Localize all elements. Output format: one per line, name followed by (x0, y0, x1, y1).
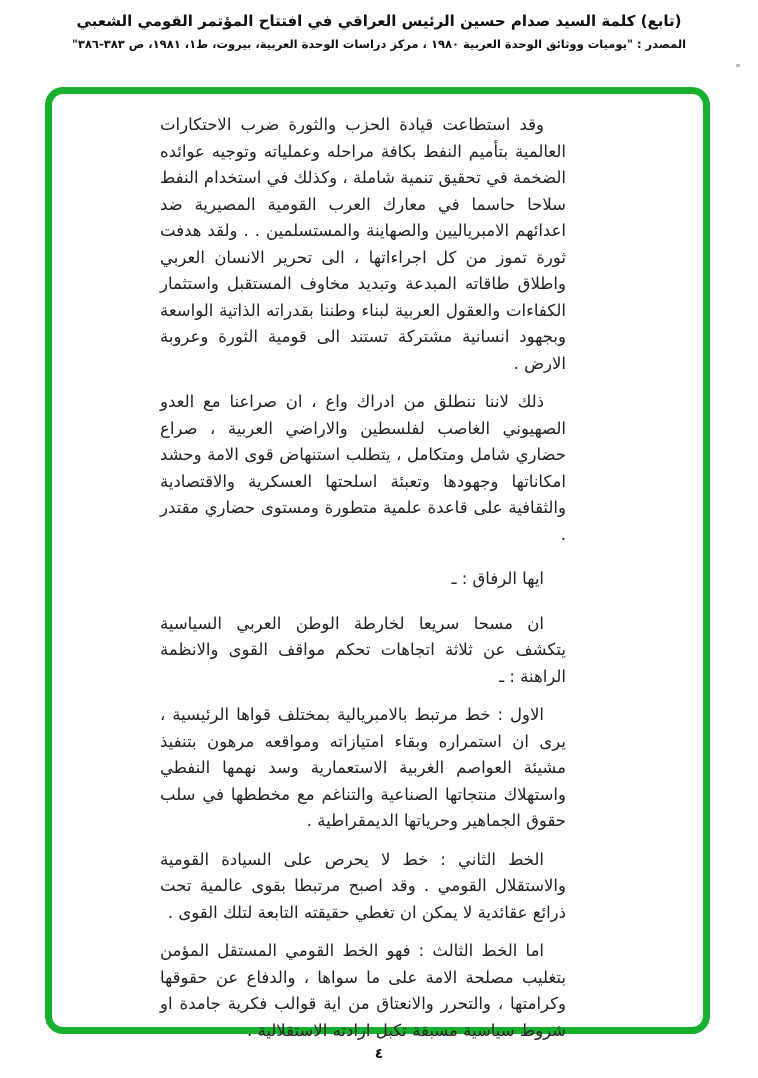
page-title: (تابع) كلمة السيد صدام حسين الرئيس العراقي في افتتاح المؤتمر القومي الشعبي (76, 12, 682, 30)
paragraph-zionist-struggle: ذلك لاننا ننطلق من ادراك واع ، ان صراعنا مع العدو الصهيوني الغاصب لفلسطين والاراضي العربية ، صراع حضاري شامل ومتكامل ، يتطلب استنهاض قوى الامة وحشد امكاناتها وجهودها وتعبئة اسلحتها العسكرية والاقتصادية والثقافية على قاعدة علمية متطورة ومستوى حضاري مقتدر . (160, 392, 566, 544)
salutation-comrades: ايها الرفاق : ـ (451, 569, 544, 588)
paragraph-third-line-independent: اما الخط الثالث : فهو الخط القومي المستقل المؤمن بتغليب مصلحة الامة على ما سواها ، والدفاع عن حقوقها وكرامتها ، والتحرر والانعتاق من اية قوالب فكرية جامدة او شروط سياسية مسبقة تكبل ارادته الاستقلالية . (160, 941, 566, 1040)
document-body (160, 112, 566, 1056)
source-line: المصدر : "يوميات ووثائق الوحدة العربية ١٩٨٠ ، مركز دراسات الوحدة العربية، بيروت، ط١، ١٩٨١، ص ٣٨٣-٣٨٦" (71, 37, 687, 51)
paragraph-three-trends-intro: ان مسحا سريعا لخارطة الوطن العربي السياسية يتكشف عن ثلاثة اتجاهات تحكم مواقف القوى والانظمة الراهنة : ـ (160, 613, 566, 686)
paragraph-second-line-dependency: الخط الثاني : خط لا يحرص على السيادة القومية والاستقلال القومي . وقد اصبح مرتبطا بقوى عالمية تحت ذرائع عقائدية لا يمكن ان تغطي حقيقته التابعة لتلك القوى . (160, 849, 566, 922)
page-header (0, 12, 758, 51)
paragraph-oil-nationalization: وقد استطاعت قيادة الحزب والثورة ضرب الاحتكارات العالمية بتأميم النفط بكافة مراحله وعملياته وتوجيه عوائده الضخمة في تحقيق تنمية شاملة ، وكذلك في استخدام النفط سلاحا حاسما في معارك العرب القومية المصيرية ضد اعدائهم الامبرياليين والصهاينة والمستسلمين . . ولقد هدفت ثورة تموز من كل اجراءاتها ، الى تحرير الانسان العربي واطلاق طاقاته المبدعة وتبديد مخاوف المستقبل واستثمار الكفاءات والعقول العربية لبناء وطننا بقدراته الذاتية الواسعة وبجهود انسانية مشتركة تستند الى قومية الثورة وعروبة الارض . (160, 115, 566, 373)
paragraph-first-line-imperialism: الاول : خط مرتبط بالامبريالية بمختلف قواها الرئيسية ، يرى ان استمراره وبقاء امتيازاته ومواقعه مرهون بتنفيذ مشيئة العواصم الغربية الاستعمارية وسد نهمها النفطي واستهلاك منتجاتها الصناعية والتناغم مع مخططها في سلب حقوق الجماهير وحرياتها الديمقراطية . (160, 705, 566, 830)
page-number: ٤ (374, 1046, 384, 1062)
scan-artifact-speck (736, 64, 740, 67)
